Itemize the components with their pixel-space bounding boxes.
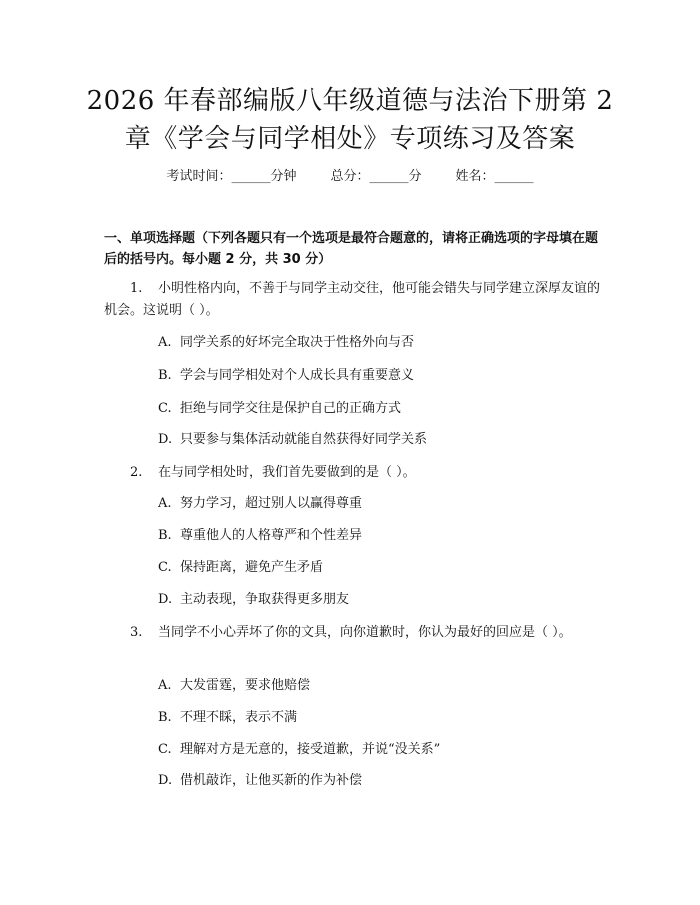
option-1d (158, 431, 598, 449)
option-letter: D. (158, 773, 173, 788)
exam-meta (0, 168, 700, 186)
question-number: 3. (130, 625, 143, 640)
option-letter: B. (158, 710, 172, 725)
option-text: 努力学习，超过别人以赢得尊重 (180, 496, 363, 511)
total-score: 总分：______分 (330, 169, 422, 184)
option-3d (158, 772, 598, 790)
option-text: 理解对方是无意的，接受道歉，并说“没关系” (180, 742, 441, 757)
question-2 (104, 462, 604, 484)
option-3c (158, 741, 598, 759)
title-line-1: 2026 年春部编版八年级道德与法治下册第 2 (86, 86, 614, 116)
option-3a (158, 677, 598, 695)
option-1b (158, 367, 598, 385)
option-2c (158, 559, 598, 577)
document-title (40, 82, 660, 158)
question-1 (104, 278, 604, 322)
option-text: 不理不睬，表示不满 (180, 710, 298, 725)
question-text: 在与同学相处时，我们首先要做到的是（ ）。 (158, 465, 416, 480)
option-3b (158, 709, 598, 727)
option-text: 主动表现，争取获得更多朋友 (180, 592, 350, 607)
option-letter: A. (158, 335, 172, 350)
option-text: 保持距离，避免产生矛盾 (180, 560, 324, 575)
question-text: 小明性格内向，不善于与同学主动交往，他可能会错失与同学建立深厚友谊的机会。这说明（ ）。 (104, 281, 601, 318)
student-name: 姓名：______ (455, 169, 534, 184)
option-letter: A. (158, 496, 172, 511)
option-letter: D. (158, 592, 173, 607)
question-number: 1. (130, 281, 143, 296)
question-number: 2. (130, 465, 143, 480)
option-letter: C. (158, 401, 172, 416)
option-2a (158, 495, 598, 513)
option-text: 尊重他人的人格尊严和个性差异 (180, 528, 363, 543)
option-2d (158, 591, 598, 609)
title-line-2: 章《学会与同学相处》专项练习及答案 (124, 124, 576, 154)
option-text: 学会与同学相处对个人成长具有重要意义 (180, 368, 415, 383)
option-text: 只要参与集体活动就能自然获得好同学关系 (180, 432, 428, 447)
option-text: 同学关系的好坏完全取决于性格外向与否 (180, 335, 415, 350)
option-letter: B. (158, 528, 172, 543)
exam-time: 考试时间：______分钟 (166, 169, 297, 184)
option-letter: A. (158, 678, 172, 693)
option-1a (158, 334, 598, 352)
option-letter: C. (158, 742, 172, 757)
option-2b (158, 527, 598, 545)
option-letter: C. (158, 560, 172, 575)
option-letter: D. (158, 432, 173, 447)
question-3 (104, 622, 604, 644)
option-text: 借机敲诈，让他买新的作为补偿 (180, 773, 363, 788)
section-heading: 一、单项选择题（下列各题只有一个选项是最符合题意的，请将正确选项的字母填在题后的括号内。每小题 2 分，共 30 分） (104, 231, 599, 267)
option-letter: B. (158, 368, 172, 383)
option-text: 拒绝与同学交往是保护自己的正确方式 (180, 401, 402, 416)
option-text: 大发雷霆，要求他赔偿 (180, 678, 311, 693)
question-text: 当同学不小心弄坏了你的文具，向你道歉时，你认为最好的回应是（ ）。 (158, 625, 572, 640)
option-1c (158, 400, 598, 418)
